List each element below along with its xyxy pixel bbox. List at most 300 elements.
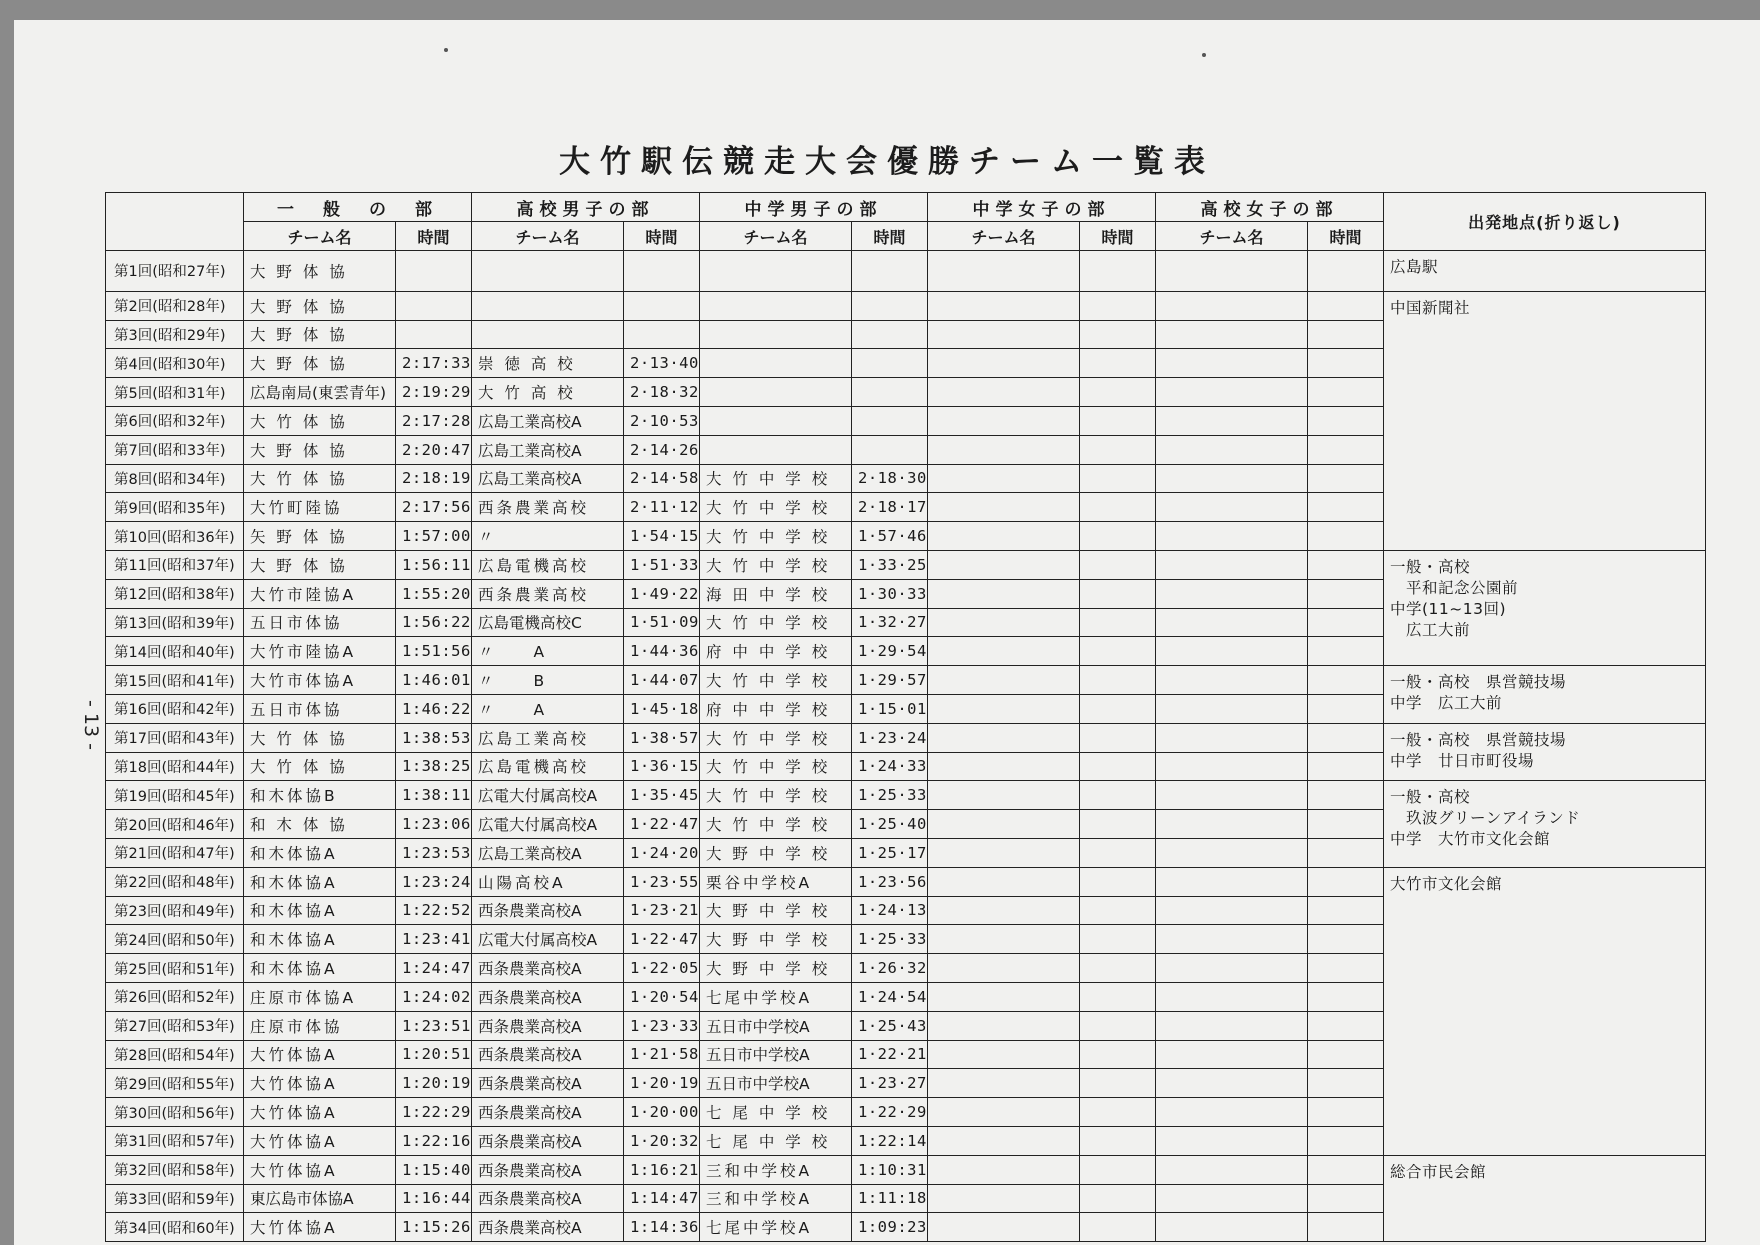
round-cell: 第32回(昭和58年) bbox=[106, 1155, 244, 1184]
jhs-girls-team-cell bbox=[928, 723, 1080, 752]
hs-girls-team-cell bbox=[1156, 982, 1308, 1011]
general-team-cell: 大竹町陸協 bbox=[244, 493, 396, 522]
jhs-boys-team-cell: 大 竹 中 学 校 bbox=[700, 464, 852, 493]
hs-girls-time-cell bbox=[1308, 637, 1384, 666]
jhs-girls-time-cell bbox=[1080, 435, 1156, 464]
hs-girls-team-cell bbox=[1156, 723, 1308, 752]
jhs-boys-team-cell: 七 尾 中 学 校 bbox=[700, 1126, 852, 1155]
general-time-cell: 1:57:00 bbox=[396, 522, 472, 551]
jhs-boys-team-cell: 大 竹 中 学 校 bbox=[700, 810, 852, 839]
jhs-girls-time-cell bbox=[1080, 1126, 1156, 1155]
jhs-girls-time-cell bbox=[1080, 1040, 1156, 1069]
hs-boys-team-cell: 西条農業高校A bbox=[472, 896, 624, 925]
hs-girls-time-cell bbox=[1308, 1184, 1384, 1213]
hs-boys-time-cell: 1:14:36 bbox=[624, 1213, 700, 1242]
table-row bbox=[106, 666, 1706, 695]
hs-girls-time-cell bbox=[1308, 464, 1384, 493]
jhs-boys-time-cell: 1:11:18 bbox=[852, 1184, 928, 1213]
general-time-cell: 2:20:47 bbox=[396, 435, 472, 464]
hs-girls-time-cell bbox=[1308, 550, 1384, 579]
hs-boys-time-cell: 1·54·15 bbox=[624, 522, 700, 551]
team-column-header: チーム名 bbox=[700, 222, 852, 251]
round-cell: 第12回(昭和38年) bbox=[106, 579, 244, 608]
round-header bbox=[106, 193, 244, 251]
jhs-boys-time-cell bbox=[852, 349, 928, 378]
round-cell: 第9回(昭和35年) bbox=[106, 493, 244, 522]
table-row bbox=[106, 251, 1706, 292]
round-cell: 第20回(昭和46年) bbox=[106, 810, 244, 839]
results-table bbox=[105, 192, 1706, 1242]
jhs-girls-team-cell bbox=[928, 1098, 1080, 1127]
hs-girls-team-cell bbox=[1156, 579, 1308, 608]
jhs-girls-team-cell bbox=[928, 896, 1080, 925]
jhs-girls-team-cell bbox=[928, 752, 1080, 781]
round-cell: 第8回(昭和34年) bbox=[106, 464, 244, 493]
round-cell: 第17回(昭和43年) bbox=[106, 723, 244, 752]
general-team-cell: 大竹体協A bbox=[244, 1040, 396, 1069]
general-time-cell: 1:15:26 bbox=[396, 1213, 472, 1242]
hs-boys-time-cell: 1·35·45 bbox=[624, 781, 700, 810]
general-team-cell: 大竹体協A bbox=[244, 1069, 396, 1098]
time-column-header: 時間 bbox=[1080, 222, 1156, 251]
round-cell: 第2回(昭和28年) bbox=[106, 291, 244, 320]
round-cell: 第6回(昭和32年) bbox=[106, 406, 244, 435]
jhs-boys-time-cell: 1:10:31 bbox=[852, 1155, 928, 1184]
hs-boys-time-cell: 2·14·26 bbox=[624, 435, 700, 464]
general-team-cell: 大竹体協A bbox=[244, 1126, 396, 1155]
document-title: 大竹駅伝競走大会優勝チーム一覧表 bbox=[559, 144, 1215, 180]
hs-girls-team-cell bbox=[1156, 1155, 1308, 1184]
jhs-boys-team-cell: 七尾中学校A bbox=[700, 1213, 852, 1242]
start-point-cell: 中国新聞社 bbox=[1384, 291, 1706, 550]
jhs-boys-time-cell: 1·23·24 bbox=[852, 723, 928, 752]
jhs-boys-team-cell: 大 竹 中 学 校 bbox=[700, 608, 852, 637]
hs-boys-team-cell: 広島電機高校 bbox=[472, 752, 624, 781]
hs-girls-time-cell bbox=[1308, 1098, 1384, 1127]
jhs-girls-time-cell bbox=[1080, 1213, 1156, 1242]
jhs-girls-team-cell bbox=[928, 579, 1080, 608]
hs-boys-time-cell: 1·24·20 bbox=[624, 838, 700, 867]
hs-girls-time-cell bbox=[1308, 349, 1384, 378]
jhs-boys-time-cell: 1·32·27 bbox=[852, 608, 928, 637]
jhs-boys-team-cell: 大 竹 中 学 校 bbox=[700, 752, 852, 781]
hs-boys-time-cell: 1·22·47 bbox=[624, 810, 700, 839]
general-team-cell: 大 竹 体 協 bbox=[244, 752, 396, 781]
hs-boys-time-cell bbox=[624, 251, 700, 292]
hs-girls-team-cell bbox=[1156, 1069, 1308, 1098]
hs-boys-time-cell: 1·36·15 bbox=[624, 752, 700, 781]
team-column-header: チーム名 bbox=[472, 222, 624, 251]
jhs-girls-team-cell bbox=[928, 550, 1080, 579]
general-time-cell: 1:15:40 bbox=[396, 1155, 472, 1184]
hs-girls-time-cell bbox=[1308, 723, 1384, 752]
general-time-cell: 2:19:29 bbox=[396, 378, 472, 407]
jhs-girls-time-cell bbox=[1080, 579, 1156, 608]
hs-boys-team-cell: 〃 A bbox=[472, 694, 624, 723]
jhs-girls-team-cell bbox=[928, 781, 1080, 810]
hs-boys-team-cell: 〃 bbox=[472, 522, 624, 551]
hs-girls-time-cell bbox=[1308, 694, 1384, 723]
jhs-boys-time-cell: 1·22·29 bbox=[852, 1098, 928, 1127]
hs-girls-time-cell bbox=[1308, 982, 1384, 1011]
general-team-cell: 大 野 体 協 bbox=[244, 435, 396, 464]
start-point-cell: 一般・高校 県営競技場 中学 廿日市町役場 bbox=[1384, 723, 1706, 781]
jhs-boys-team-cell: 大 竹 中 学 校 bbox=[700, 666, 852, 695]
hs-girls-team-cell bbox=[1156, 637, 1308, 666]
round-cell: 第29回(昭和55年) bbox=[106, 1069, 244, 1098]
general-time-cell bbox=[396, 291, 472, 320]
jhs-boys-team-cell: 三和中学校A bbox=[700, 1184, 852, 1213]
jhs-boys-time-cell: 1·15·01 bbox=[852, 694, 928, 723]
hs-girls-time-cell bbox=[1308, 838, 1384, 867]
general-time-cell: 1:24:47 bbox=[396, 954, 472, 983]
jhs-girls-team-cell bbox=[928, 291, 1080, 320]
header-row-divisions bbox=[106, 193, 1706, 222]
jhs-boys-time-cell: 1·23·27 bbox=[852, 1069, 928, 1098]
round-cell: 第10回(昭和36年) bbox=[106, 522, 244, 551]
scan-speck bbox=[1202, 53, 1206, 57]
table-row bbox=[106, 723, 1706, 752]
hs-boys-time-cell: 1·22·05 bbox=[624, 954, 700, 983]
round-cell: 第11回(昭和37年) bbox=[106, 550, 244, 579]
jhs-girls-time-cell bbox=[1080, 723, 1156, 752]
hs-girls-time-cell bbox=[1308, 752, 1384, 781]
jhs-girls-time-cell bbox=[1080, 982, 1156, 1011]
division-header-hs-boys: 高校男子の部 bbox=[472, 193, 700, 222]
jhs-boys-team-cell: 大 野 中 学 校 bbox=[700, 954, 852, 983]
hs-boys-time-cell: 1·20·00 bbox=[624, 1098, 700, 1127]
table-row bbox=[106, 1155, 1706, 1184]
general-team-cell: 大 竹 体 協 bbox=[244, 406, 396, 435]
jhs-girls-team-cell bbox=[928, 608, 1080, 637]
hs-boys-team-cell: 西条農業高校 bbox=[472, 493, 624, 522]
jhs-boys-time-cell: 1·25·43 bbox=[852, 1011, 928, 1040]
hs-girls-team-cell bbox=[1156, 493, 1308, 522]
table-row bbox=[106, 867, 1706, 896]
jhs-boys-team-cell: 五日市中学校A bbox=[700, 1011, 852, 1040]
round-cell: 第28回(昭和54年) bbox=[106, 1040, 244, 1069]
hs-girls-team-cell bbox=[1156, 435, 1308, 464]
jhs-girls-team-cell bbox=[928, 925, 1080, 954]
jhs-girls-team-cell bbox=[928, 251, 1080, 292]
jhs-girls-team-cell bbox=[928, 1155, 1080, 1184]
jhs-girls-team-cell bbox=[928, 810, 1080, 839]
page-number: - 13 - bbox=[80, 700, 102, 750]
hs-girls-time-cell bbox=[1308, 579, 1384, 608]
jhs-boys-team-cell: 三和中学校A bbox=[700, 1155, 852, 1184]
general-time-cell: 1:23:51 bbox=[396, 1011, 472, 1040]
general-time-cell: 1:56:11 bbox=[396, 550, 472, 579]
hs-boys-team-cell: 〃 B bbox=[472, 666, 624, 695]
general-time-cell: 2:17:56 bbox=[396, 493, 472, 522]
hs-boys-team-cell: 西条農業高校A bbox=[472, 1011, 624, 1040]
document-page bbox=[14, 20, 1760, 1245]
team-column-header: チーム名 bbox=[1156, 222, 1308, 251]
hs-girls-time-cell bbox=[1308, 1126, 1384, 1155]
round-cell: 第30回(昭和56年) bbox=[106, 1098, 244, 1127]
general-team-cell: 大竹市陸協A bbox=[244, 637, 396, 666]
hs-boys-time-cell: 2·13·40 bbox=[624, 349, 700, 378]
hs-girls-time-cell bbox=[1308, 406, 1384, 435]
general-time-cell: 1:23:06 bbox=[396, 810, 472, 839]
round-cell: 第4回(昭和30年) bbox=[106, 349, 244, 378]
general-team-cell: 大竹市体協A bbox=[244, 666, 396, 695]
hs-girls-time-cell bbox=[1308, 781, 1384, 810]
general-team-cell: 大 野 体 協 bbox=[244, 320, 396, 349]
round-cell: 第7回(昭和33年) bbox=[106, 435, 244, 464]
division-header-jhs-boys: 中学男子の部 bbox=[700, 193, 928, 222]
hs-girls-time-cell bbox=[1308, 608, 1384, 637]
general-team-cell: 東広島市体協A bbox=[244, 1184, 396, 1213]
general-team-cell: 和 木 体 協 bbox=[244, 810, 396, 839]
jhs-boys-team-cell: 大 野 中 学 校 bbox=[700, 925, 852, 954]
jhs-girls-team-cell bbox=[928, 1011, 1080, 1040]
hs-girls-time-cell bbox=[1308, 522, 1384, 551]
hs-boys-team-cell: 広島工業高校 bbox=[472, 723, 624, 752]
start-point-cell: 一般・高校 玖波グリーンアイランド 中学 大竹市文化会館 bbox=[1384, 781, 1706, 867]
round-cell: 第22回(昭和48年) bbox=[106, 867, 244, 896]
general-team-cell: 大竹市陸協A bbox=[244, 579, 396, 608]
general-time-cell: 1:22:29 bbox=[396, 1098, 472, 1127]
jhs-boys-team-cell bbox=[700, 251, 852, 292]
team-column-header: チーム名 bbox=[244, 222, 396, 251]
general-time-cell: 1:38:25 bbox=[396, 752, 472, 781]
jhs-boys-team-cell: 五日市中学校A bbox=[700, 1040, 852, 1069]
round-cell: 第16回(昭和42年) bbox=[106, 694, 244, 723]
jhs-boys-team-cell bbox=[700, 320, 852, 349]
jhs-girls-time-cell bbox=[1080, 522, 1156, 551]
jhs-boys-time-cell: 1·23·56 bbox=[852, 867, 928, 896]
table-row bbox=[106, 781, 1706, 810]
round-cell: 第34回(昭和60年) bbox=[106, 1213, 244, 1242]
jhs-girls-time-cell bbox=[1080, 320, 1156, 349]
hs-girls-time-cell bbox=[1308, 1213, 1384, 1242]
jhs-girls-team-cell bbox=[928, 378, 1080, 407]
jhs-boys-time-cell: 1·25·40 bbox=[852, 810, 928, 839]
hs-girls-team-cell bbox=[1156, 550, 1308, 579]
hs-boys-time-cell: 1·23·21 bbox=[624, 896, 700, 925]
jhs-girls-team-cell bbox=[928, 982, 1080, 1011]
time-column-header: 時間 bbox=[1308, 222, 1384, 251]
round-cell: 第18回(昭和44年) bbox=[106, 752, 244, 781]
jhs-boys-team-cell: 栗谷中学校A bbox=[700, 867, 852, 896]
jhs-boys-time-cell: 1:22:14 bbox=[852, 1126, 928, 1155]
general-time-cell: 1:24:02 bbox=[396, 982, 472, 1011]
jhs-girls-time-cell bbox=[1080, 550, 1156, 579]
general-team-cell: 大竹体協A bbox=[244, 1155, 396, 1184]
general-team-cell: 和木体協A bbox=[244, 896, 396, 925]
jhs-boys-team-cell: 大 竹 中 学 校 bbox=[700, 493, 852, 522]
time-column-header: 時間 bbox=[852, 222, 928, 251]
scan-speck bbox=[444, 48, 448, 52]
hs-boys-team-cell: 西条農業高校A bbox=[472, 1213, 624, 1242]
jhs-girls-time-cell bbox=[1080, 1098, 1156, 1127]
general-team-cell: 大 竹 体 協 bbox=[244, 723, 396, 752]
jhs-girls-team-cell bbox=[928, 320, 1080, 349]
jhs-boys-time-cell: 2·18·17 bbox=[852, 493, 928, 522]
hs-girls-time-cell bbox=[1308, 1040, 1384, 1069]
round-cell: 第1回(昭和27年) bbox=[106, 251, 244, 292]
general-time-cell: 1:51:56 bbox=[396, 637, 472, 666]
hs-girls-team-cell bbox=[1156, 752, 1308, 781]
jhs-girls-team-cell bbox=[928, 349, 1080, 378]
jhs-girls-team-cell bbox=[928, 867, 1080, 896]
round-cell: 第13回(昭和39年) bbox=[106, 608, 244, 637]
hs-girls-time-cell bbox=[1308, 925, 1384, 954]
hs-boys-team-cell: 西条農業高校A bbox=[472, 954, 624, 983]
jhs-boys-time-cell bbox=[852, 291, 928, 320]
general-time-cell: 1:23:24 bbox=[396, 867, 472, 896]
jhs-boys-time-cell: 2·18·30 bbox=[852, 464, 928, 493]
hs-boys-team-cell bbox=[472, 320, 624, 349]
hs-girls-team-cell bbox=[1156, 1126, 1308, 1155]
jhs-girls-time-cell bbox=[1080, 896, 1156, 925]
hs-boys-team-cell: 広島工業高校A bbox=[472, 464, 624, 493]
round-cell: 第3回(昭和29年) bbox=[106, 320, 244, 349]
jhs-boys-time-cell bbox=[852, 320, 928, 349]
general-team-cell: 大 竹 体 協 bbox=[244, 464, 396, 493]
jhs-boys-time-cell: 1·30·33 bbox=[852, 579, 928, 608]
general-team-cell: 五日市体協 bbox=[244, 608, 396, 637]
jhs-girls-time-cell bbox=[1080, 867, 1156, 896]
general-time-cell: 1:38:11 bbox=[396, 781, 472, 810]
jhs-girls-time-cell bbox=[1080, 1069, 1156, 1098]
jhs-boys-team-cell: 大 野 中 学 校 bbox=[700, 838, 852, 867]
hs-boys-time-cell: 1·22·47 bbox=[624, 925, 700, 954]
hs-girls-team-cell bbox=[1156, 1098, 1308, 1127]
hs-girls-team-cell bbox=[1156, 867, 1308, 896]
jhs-boys-team-cell bbox=[700, 349, 852, 378]
table-row bbox=[106, 291, 1706, 320]
general-time-cell: 1:22:52 bbox=[396, 896, 472, 925]
hs-girls-time-cell bbox=[1308, 1011, 1384, 1040]
start-point-cell: 一般・高校 平和記念公園前 中学(11~13回) 広工大前 bbox=[1384, 550, 1706, 665]
jhs-boys-time-cell: 1·22·21 bbox=[852, 1040, 928, 1069]
jhs-boys-team-cell: 七 尾 中 学 校 bbox=[700, 1098, 852, 1127]
division-header-general: 一 般 の 部 bbox=[244, 193, 472, 222]
hs-girls-time-cell bbox=[1308, 896, 1384, 925]
general-time-cell: 2:17:33 bbox=[396, 349, 472, 378]
general-time-cell bbox=[396, 320, 472, 349]
hs-boys-time-cell bbox=[624, 291, 700, 320]
hs-boys-team-cell: 広電大付属高校A bbox=[472, 925, 624, 954]
start-point-cell: 大竹市文化会館 bbox=[1384, 867, 1706, 1155]
jhs-boys-time-cell bbox=[852, 378, 928, 407]
jhs-boys-time-cell: 1·24·54 bbox=[852, 982, 928, 1011]
general-time-cell: 1:16:44 bbox=[396, 1184, 472, 1213]
hs-boys-time-cell: 2·14·58 bbox=[624, 464, 700, 493]
hs-girls-team-cell bbox=[1156, 464, 1308, 493]
jhs-boys-team-cell: 大 野 中 学 校 bbox=[700, 896, 852, 925]
general-team-cell: 庄原市体協 bbox=[244, 1011, 396, 1040]
hs-girls-team-cell bbox=[1156, 954, 1308, 983]
jhs-girls-time-cell bbox=[1080, 810, 1156, 839]
hs-girls-time-cell bbox=[1308, 1069, 1384, 1098]
jhs-girls-team-cell bbox=[928, 406, 1080, 435]
jhs-boys-time-cell bbox=[852, 406, 928, 435]
round-cell: 第25回(昭和51年) bbox=[106, 954, 244, 983]
hs-boys-team-cell: 山陽高校A bbox=[472, 867, 624, 896]
time-column-header: 時間 bbox=[396, 222, 472, 251]
team-column-header: チーム名 bbox=[928, 222, 1080, 251]
round-cell: 第5回(昭和31年) bbox=[106, 378, 244, 407]
division-header-jhs-girls: 中学女子の部 bbox=[928, 193, 1156, 222]
hs-boys-time-cell: 1·21·58 bbox=[624, 1040, 700, 1069]
jhs-boys-team-cell: 海 田 中 学 校 bbox=[700, 579, 852, 608]
jhs-boys-team-cell: 大 竹 中 学 校 bbox=[700, 550, 852, 579]
jhs-girls-team-cell bbox=[928, 435, 1080, 464]
hs-boys-time-cell: 1·23·55 bbox=[624, 867, 700, 896]
hs-girls-time-cell bbox=[1308, 867, 1384, 896]
hs-girls-team-cell bbox=[1156, 666, 1308, 695]
jhs-girls-team-cell bbox=[928, 464, 1080, 493]
jhs-girls-team-cell bbox=[928, 1069, 1080, 1098]
general-time-cell: 1:23:41 bbox=[396, 925, 472, 954]
jhs-boys-team-cell: 五日市中学校A bbox=[700, 1069, 852, 1098]
jhs-girls-team-cell bbox=[928, 694, 1080, 723]
general-time-cell: 1:55:20 bbox=[396, 579, 472, 608]
general-team-cell: 大 野 体 協 bbox=[244, 550, 396, 579]
hs-girls-team-cell bbox=[1156, 838, 1308, 867]
general-team-cell: 大 野 体 協 bbox=[244, 349, 396, 378]
hs-girls-time-cell bbox=[1308, 251, 1384, 292]
general-time-cell: 1:20:19 bbox=[396, 1069, 472, 1098]
general-team-cell: 庄原市体協A bbox=[244, 982, 396, 1011]
general-time-cell: 1:22:16 bbox=[396, 1126, 472, 1155]
general-team-cell: 和木体協A bbox=[244, 954, 396, 983]
hs-boys-time-cell: 1·23·33 bbox=[624, 1011, 700, 1040]
jhs-boys-time-cell: 1·29·57 bbox=[852, 666, 928, 695]
hs-girls-team-cell bbox=[1156, 781, 1308, 810]
hs-boys-team-cell: 西条農業高校A bbox=[472, 1069, 624, 1098]
hs-girls-team-cell bbox=[1156, 810, 1308, 839]
round-cell: 第14回(昭和40年) bbox=[106, 637, 244, 666]
hs-boys-team-cell: 西条農業高校A bbox=[472, 1098, 624, 1127]
hs-girls-team-cell bbox=[1156, 925, 1308, 954]
hs-girls-time-cell bbox=[1308, 493, 1384, 522]
hs-boys-team-cell: 大 竹 高 校 bbox=[472, 378, 624, 407]
general-time-cell: 2:18:19 bbox=[396, 464, 472, 493]
general-time-cell: 1:38:53 bbox=[396, 723, 472, 752]
hs-girls-time-cell bbox=[1308, 291, 1384, 320]
round-cell: 第33回(昭和59年) bbox=[106, 1184, 244, 1213]
hs-girls-team-cell bbox=[1156, 291, 1308, 320]
hs-boys-time-cell: 1·51·33 bbox=[624, 550, 700, 579]
hs-boys-time-cell: 1·45·18 bbox=[624, 694, 700, 723]
hs-girls-team-cell bbox=[1156, 349, 1308, 378]
division-header-hs-girls: 高校女子の部 bbox=[1156, 193, 1384, 222]
jhs-boys-team-cell: 大 竹 中 学 校 bbox=[700, 723, 852, 752]
jhs-girls-team-cell bbox=[928, 1184, 1080, 1213]
hs-boys-time-cell: 1·51·09 bbox=[624, 608, 700, 637]
round-cell: 第21回(昭和47年) bbox=[106, 838, 244, 867]
hs-boys-team-cell bbox=[472, 251, 624, 292]
jhs-boys-time-cell: 1:09:23 bbox=[852, 1213, 928, 1242]
jhs-girls-team-cell bbox=[928, 1040, 1080, 1069]
start-point-header: 出発地点(折り返し) bbox=[1384, 193, 1706, 251]
hs-girls-team-cell bbox=[1156, 406, 1308, 435]
start-point-cell: 一般・高校 県営競技場 中学 広工大前 bbox=[1384, 666, 1706, 724]
hs-girls-time-cell bbox=[1308, 320, 1384, 349]
hs-girls-team-cell bbox=[1156, 320, 1308, 349]
jhs-girls-time-cell bbox=[1080, 291, 1156, 320]
hs-boys-team-cell: 西条農業高校A bbox=[472, 1040, 624, 1069]
jhs-girls-time-cell bbox=[1080, 464, 1156, 493]
jhs-boys-team-cell: 府 中 中 学 校 bbox=[700, 637, 852, 666]
jhs-girls-time-cell bbox=[1080, 349, 1156, 378]
jhs-boys-time-cell: 1·25·33 bbox=[852, 781, 928, 810]
round-cell: 第31回(昭和57年) bbox=[106, 1126, 244, 1155]
